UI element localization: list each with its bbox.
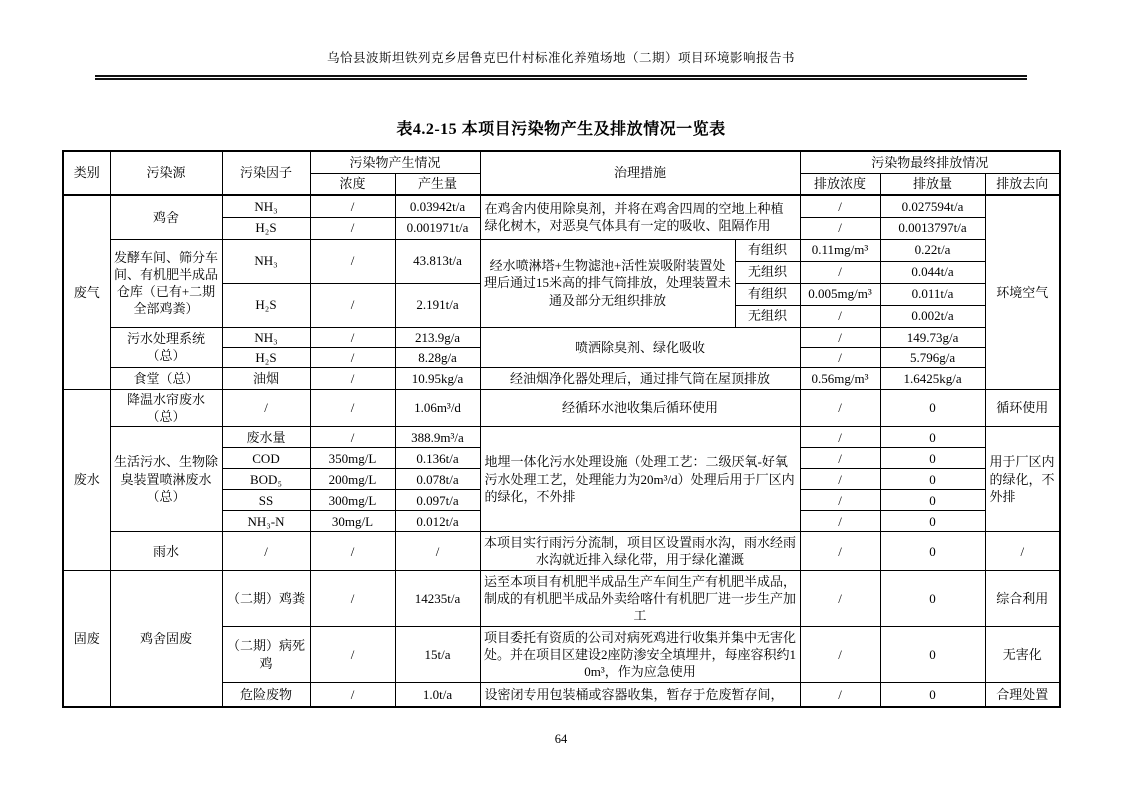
shitang-amount: 10.95kg/a: [395, 367, 480, 389]
header-double-rule: [95, 75, 1027, 80]
weixian-conc: /: [310, 683, 395, 707]
header-measures: 治理措施: [480, 151, 800, 195]
header-amount: 产生量: [395, 173, 480, 195]
bingsiji-factor: （二期）病死鸡: [222, 627, 310, 683]
fajiao-h2s-unorganized-amount: 0.002t/a: [880, 305, 985, 327]
table-row: [63, 367, 1060, 389]
wushui-measures: 喷洒除臭剂、绿化吸收: [480, 327, 800, 367]
report-header-title: 乌恰县波斯坦铁列克乡居鲁克巴什村标准化养殖场地（二期）项目环境影响报告书: [326, 51, 795, 65]
gas-destination-cell: 环境空气: [985, 195, 1060, 389]
weixian-discharge-conc: /: [800, 683, 880, 707]
shitang-discharge-amount: 1.6425kg/a: [880, 367, 985, 389]
table-row: [63, 571, 1060, 627]
shenghuo-cod-discharge-amount: 0: [880, 448, 985, 469]
shenghuo-nh3n-discharge-conc: /: [800, 511, 880, 532]
fajiao-h2s-factor: H₂S: [222, 283, 310, 327]
header-source: 污染源: [110, 151, 222, 195]
table-row: [63, 195, 1060, 217]
pollutant-discharge-table: [62, 150, 1061, 708]
bingsiji-measures: 项目委托有资质的公司对病死鸡进行收集并集中无害化处。并在项目区建设2座防渗安全填埋井，每座容积约10m³，作为应急使用: [480, 627, 800, 683]
weixian-measures: 设密闭专用包装桶或容器收集，暂存于危废暂存间，: [480, 683, 800, 707]
fajiao-nh3-unorganized-label: 无组织: [735, 261, 800, 283]
jishe-nh3-conc: /: [310, 195, 395, 217]
wushui-h2s-discharge-amount: 5.796g/a: [880, 347, 985, 367]
table-row: [63, 427, 1060, 448]
header-destination: 排放去向: [985, 173, 1060, 195]
yushui-discharge-amount: 0: [880, 532, 985, 571]
fajiao-h2s-organized-label: 有组织: [735, 283, 800, 305]
fajiao-h2s-amount: 2.191t/a: [395, 283, 480, 327]
wushui-h2s-factor: H₂S: [222, 347, 310, 367]
jishe-nh3-amount: 0.03942t/a: [395, 195, 480, 217]
jifen-discharge-conc: /: [800, 571, 880, 627]
header-concentration: 浓度: [310, 173, 395, 195]
header-factor: 污染因子: [222, 151, 310, 195]
shenghuo-wsl-discharge-amount: 0: [880, 427, 985, 448]
fajiao-nh3-organized-label: 有组织: [735, 239, 800, 261]
yushui-destination: /: [985, 532, 1060, 571]
jiangwen-amount: 1.06m³/d: [395, 389, 480, 426]
wushui-nh3-discharge-conc: /: [800, 327, 880, 347]
yushui-amount: /: [395, 532, 480, 571]
table-row: [63, 532, 1060, 571]
shenghuo-cod-discharge-conc: /: [800, 448, 880, 469]
shenghuo-destination: 用于厂区内的绿化，不外排: [985, 427, 1060, 532]
water-category-cell: 废水: [63, 389, 110, 570]
jishe-nh3-factor: NH₃: [222, 195, 310, 217]
jiangwen-source-cell: 降温水帘废水（总）: [110, 389, 222, 426]
shenghuo-ss-conc: 300mg/L: [310, 490, 395, 511]
jifen-discharge-amount: 0: [880, 571, 985, 627]
yushui-factor: /: [222, 532, 310, 571]
jishe-h2s-discharge-amount: 0.0013797t/a: [880, 217, 985, 239]
yushui-measures: 本项目实行雨污分流制，项目区设置雨水沟，雨水经雨水沟就近排入绿化带，用于绿化灌溉: [480, 532, 800, 571]
wushui-nh3-conc: /: [310, 327, 395, 347]
shitang-measures: 经油烟净化器处理后，通过排气筒在屋顶排放: [480, 367, 800, 389]
shitang-source-cell: 食堂（总）: [110, 367, 222, 389]
wushui-source-cell: 污水处理系统（总）: [110, 327, 222, 367]
jiangwen-discharge-amount: 0: [880, 389, 985, 426]
header-discharge-amount: 排放量: [880, 173, 985, 195]
shenghuo-bod-conc: 200mg/L: [310, 469, 395, 490]
fajiao-h2s-unorganized-label: 无组织: [735, 305, 800, 327]
shenghuo-ss-discharge-amount: 0: [880, 490, 985, 511]
jiangwen-discharge-conc: /: [800, 389, 880, 426]
fajiao-nh3-amount: 43.813t/a: [395, 239, 480, 283]
shenghuo-nh3n-conc: 30mg/L: [310, 511, 395, 532]
jiangwen-measures: 经循环水池收集后循环使用: [480, 389, 800, 426]
weixian-discharge-amount: 0: [880, 683, 985, 707]
weixian-factor: 危险废物: [222, 683, 310, 707]
wushui-h2s-conc: /: [310, 347, 395, 367]
shenghuo-wsl-discharge-conc: /: [800, 427, 880, 448]
shenghuo-nh3n-amount: 0.012t/a: [395, 511, 480, 532]
yushui-discharge-conc: /: [800, 532, 880, 571]
fajiao-nh3-organized-conc: 0.11mg/m³: [800, 239, 880, 261]
solid-category-cell: 固废: [63, 571, 110, 707]
jishe-h2s-discharge-conc: /: [800, 217, 880, 239]
fajiao-nh3-conc: /: [310, 239, 395, 283]
jishe-source-cell: 鸡舍: [110, 195, 222, 239]
jifen-destination: 综合利用: [985, 571, 1060, 627]
shenghuo-bod-factor: BOD₅: [222, 469, 310, 490]
fajiao-h2s-conc: /: [310, 283, 395, 327]
bingsiji-discharge-amount: 0: [880, 627, 985, 683]
yushui-source-cell: 雨水: [110, 532, 222, 571]
weixian-destination: 合理处置: [985, 683, 1060, 707]
bingsiji-destination: 无害化: [985, 627, 1060, 683]
bingsiji-amount: 15t/a: [395, 627, 480, 683]
shenghuo-ss-factor: SS: [222, 490, 310, 511]
shenghuo-nh3n-factor: NH₃-N: [222, 511, 310, 532]
jishe-measures: 在鸡舍内使用除臭剂，并将在鸡舍四周的空地上种植绿化树木，对恶臭气体具有一定的吸收、阻隔作用: [480, 195, 800, 239]
shenghuo-cod-factor: COD: [222, 448, 310, 469]
fajiao-h2s-organized-amount: 0.011t/a: [880, 283, 985, 305]
shitang-conc: /: [310, 367, 395, 389]
shenghuo-wsl-factor: 废水量: [222, 427, 310, 448]
jifen-factor: （二期）鸡粪: [222, 571, 310, 627]
wushui-h2s-discharge-conc: /: [800, 347, 880, 367]
jifen-amount: 14235t/a: [395, 571, 480, 627]
table-row: [63, 389, 1060, 426]
shenghuo-wsl-conc: /: [310, 427, 395, 448]
fajiao-nh3-organized-amount: 0.22t/a: [880, 239, 985, 261]
fajiao-nh3-unorganized-conc: /: [800, 261, 880, 283]
shenghuo-wsl-amount: 388.9m³/a: [395, 427, 480, 448]
bingsiji-conc: /: [310, 627, 395, 683]
table-row: [63, 327, 1060, 347]
bingsiji-discharge-conc: /: [800, 627, 880, 683]
shenghuo-source-cell: 生活污水、生物除臭装置喷淋废水（总）: [110, 427, 222, 532]
fajiao-nh3-unorganized-amount: 0.044t/a: [880, 261, 985, 283]
weixian-amount: 1.0t/a: [395, 683, 480, 707]
shenghuo-cod-conc: 350mg/L: [310, 448, 395, 469]
wushui-nh3-amount: 213.9g/a: [395, 327, 480, 347]
header-generation: 污染物产生情况: [310, 151, 480, 173]
shenghuo-cod-amount: 0.136t/a: [395, 448, 480, 469]
jishe-h2s-factor: H₂S: [222, 217, 310, 239]
header-final-discharge: 污染物最终排放情况: [800, 151, 1060, 173]
jifen-measures: 运至本项目有机肥半成品生产车间生产有机肥半成品，制成的有机肥半成品外卖给喀什有机肥厂进一步生产加工: [480, 571, 800, 627]
shenghuo-bod-amount: 0.078t/a: [395, 469, 480, 490]
jifen-conc: /: [310, 571, 395, 627]
shenghuo-nh3n-discharge-amount: 0: [880, 511, 985, 532]
jiangwen-destination: 循环使用: [985, 389, 1060, 426]
fajiao-h2s-organized-conc: 0.005mg/m³: [800, 283, 880, 305]
table-row: [63, 239, 1060, 261]
jishe-nh3-discharge-conc: /: [800, 195, 880, 217]
jishe-nh3-discharge-amount: 0.027594t/a: [880, 195, 985, 217]
fajiao-h2s-unorganized-conc: /: [800, 305, 880, 327]
fajiao-nh3-factor: NH₃: [222, 239, 310, 283]
shenghuo-bod-discharge-conc: /: [800, 469, 880, 490]
wushui-h2s-amount: 8.28g/a: [395, 347, 480, 367]
shenghuo-bod-discharge-amount: 0: [880, 469, 985, 490]
yushui-conc: /: [310, 532, 395, 571]
solid-source-cell: 鸡舍固废: [110, 571, 222, 707]
wushui-nh3-discharge-amount: 149.73g/a: [880, 327, 985, 347]
header-discharge-concentration: 排放浓度: [800, 173, 880, 195]
jiangwen-conc: /: [310, 389, 395, 426]
shenghuo-ss-discharge-conc: /: [800, 490, 880, 511]
jiangwen-factor: /: [222, 389, 310, 426]
shenghuo-measures: 地埋一体化污水处理设施（处理工艺：二级厌氧-好氧污水处理工艺，处理能力为20m³/d）处理后用于厂区内的绿化，不外排: [480, 427, 800, 532]
shitang-factor: 油烟: [222, 367, 310, 389]
jishe-h2s-conc: /: [310, 217, 395, 239]
jishe-h2s-amount: 0.001971t/a: [395, 217, 480, 239]
gas-category-cell: 废气: [63, 195, 110, 389]
fajiao-source-cell: 发酵车间、筛分车间、有机肥半成品仓库（已有+二期全部鸡粪）: [110, 239, 222, 327]
header-category: 类别: [63, 151, 110, 195]
shitang-discharge-conc: 0.56mg/m³: [800, 367, 880, 389]
fajiao-measures: 经水喷淋塔+生物滤池+活性炭吸附装置处理后通过15米高的排气筒排放，处理装置未通及部分无组织排放: [480, 239, 735, 327]
table-title: 表4.2-15 本项目污染物产生及排放情况一览表: [396, 121, 726, 138]
page-number: 64: [554, 732, 568, 746]
shenghuo-ss-amount: 0.097t/a: [395, 490, 480, 511]
wushui-nh3-factor: NH₃: [222, 327, 310, 347]
